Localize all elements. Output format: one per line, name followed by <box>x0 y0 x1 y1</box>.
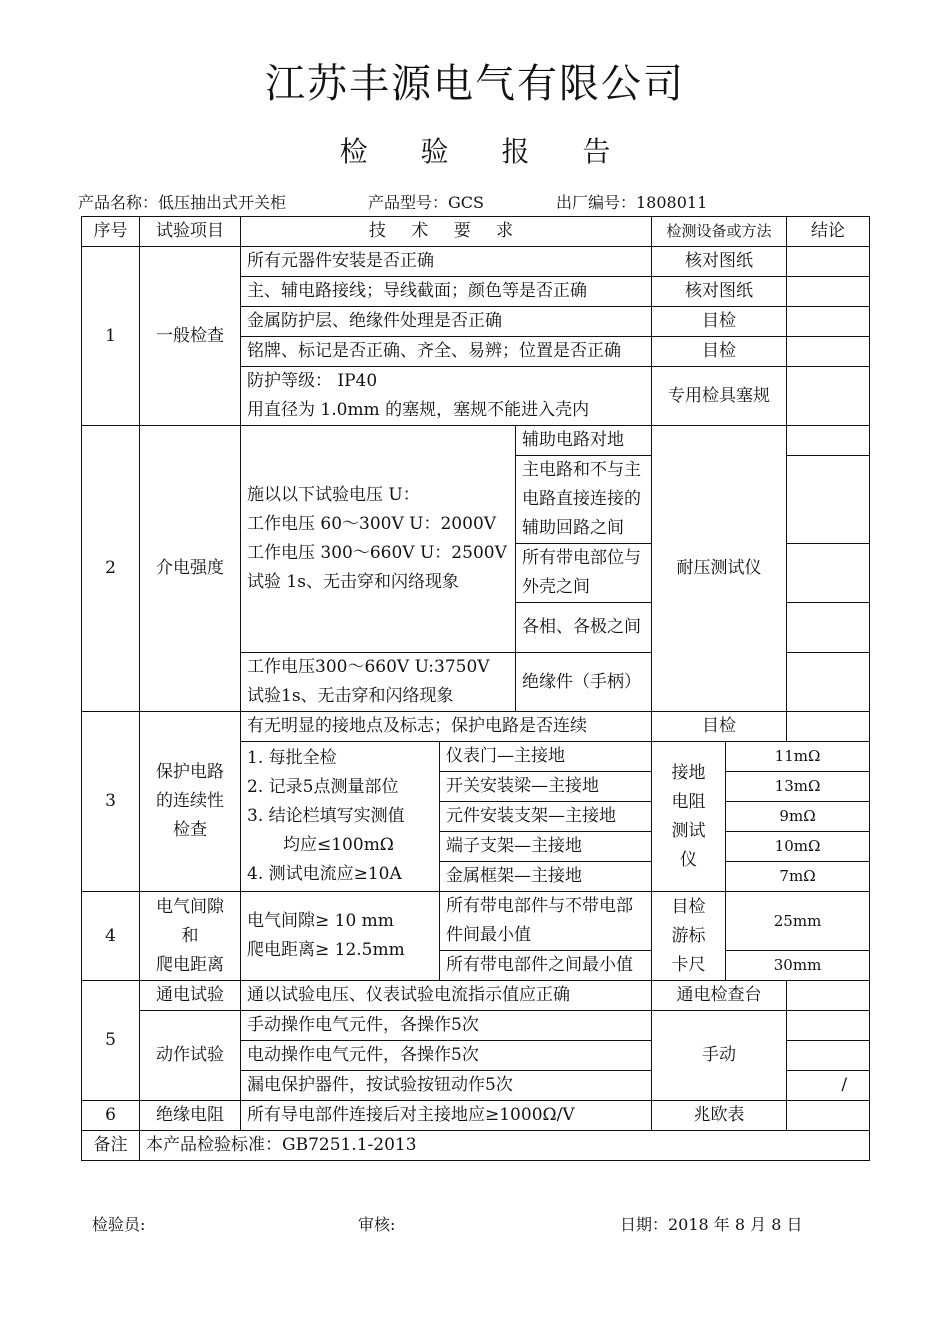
sec6-name: 绝缘电阻 <box>140 1101 241 1131</box>
sec2-desc2-line2: 试验1s、无击穿和闪络现象 <box>247 686 454 706</box>
sec1-req-1: 所有元器件安装是否正确 <box>241 247 652 277</box>
sec5-no: 5 <box>82 981 140 1101</box>
sec3-top-result <box>787 712 870 742</box>
sec3-instrument-line4: 仪 <box>680 849 698 870</box>
sec4-method-line1: 目检 <box>671 896 706 917</box>
sec1-no: 1 <box>82 247 140 426</box>
sec3-point-2: 开关安装梁—主接地 <box>440 772 652 802</box>
sec5-action-result-3: / <box>787 1071 870 1101</box>
sec3-point-3: 元件安装支架—主接地 <box>440 802 652 832</box>
sec1-method-3: 目检 <box>652 307 787 337</box>
sec3-top-req: 有无明显的接地点及标志；保护电路是否连续 <box>241 712 652 742</box>
sec1-ip-line2: 用直径为 1.0mm 的塞规，塞规不能进入壳内 <box>247 400 590 420</box>
sec1-result-1 <box>787 247 870 277</box>
sec3-instrument <box>652 742 726 892</box>
sec2-part-3-line2: 外壳之间 <box>522 577 590 597</box>
sec1-result-2 <box>787 277 870 307</box>
col-seq: 序号 <box>82 217 140 247</box>
sec3-name-line2: 的连续性 <box>156 791 224 811</box>
sec3-name-line3: 检查 <box>173 820 207 840</box>
sec2-part-2 <box>516 456 652 544</box>
sec5-action-1: 手动操作电气元件，各操作5次 <box>241 1011 652 1041</box>
sec5-action-result-1 <box>787 1011 870 1041</box>
col-item: 试验项目 <box>140 217 241 247</box>
sec2-part-4: 各相、各极之间 <box>516 603 652 653</box>
remark-label: 备注 <box>82 1131 140 1161</box>
sec3-value-3: 9mΩ <box>726 802 870 832</box>
sec2-desc-line1: 施以以下试验电压 U： <box>247 485 420 505</box>
sec1-result-4 <box>787 337 870 367</box>
sec3-instrument-line2: 电阻 <box>671 791 706 812</box>
table-row <box>82 712 870 742</box>
sec1-method-4: 目检 <box>652 337 787 367</box>
sec1-ip-method: 专用检具塞规 <box>652 367 787 426</box>
sec2-part-handle: 绝缘件（手柄） <box>516 653 652 712</box>
sec2-result-5 <box>787 653 870 712</box>
sec5-power-method: 通电检查台 <box>652 981 787 1011</box>
sec3-no: 3 <box>82 712 140 892</box>
sec4-name-line2: 和 <box>181 925 199 946</box>
sec2-desc2 <box>241 653 516 712</box>
sec4-method-line3: 卡尺 <box>671 954 706 975</box>
table-row <box>82 892 870 951</box>
sec3-point-4: 端子支架—主接地 <box>440 832 652 862</box>
sec5-action-method: 手动 <box>652 1011 787 1101</box>
sec2-result-1 <box>787 426 870 456</box>
report-title: 检 验 报 告 <box>339 135 633 168</box>
sec3-note-4: 均应≤100mΩ <box>283 835 394 855</box>
sec3-name-line1: 保护电路 <box>156 762 224 782</box>
product-name: 产品名称：低压抽出式开关柜 <box>78 193 287 212</box>
table-row <box>82 1101 870 1131</box>
sec4-method <box>652 892 726 981</box>
sec2-method: 耐压测试仪 <box>652 426 787 712</box>
sec2-part-2-line3: 辅助回路之间 <box>522 518 624 538</box>
sec6-result <box>787 1101 870 1131</box>
sec2-part-3-line1: 所有带电部位与 <box>522 548 641 568</box>
sec4-value-2: 30mm <box>726 951 870 981</box>
sec4-value-1: 25mm <box>726 892 870 951</box>
sec5-power-name: 通电试验 <box>140 981 241 1011</box>
sec3-point-1: 仪表门—主接地 <box>440 742 652 772</box>
sec1-method-2: 核对图纸 <box>652 277 787 307</box>
sec4-method-line2: 游标 <box>671 925 706 946</box>
sec1-req-4: 铭牌、标记是否正确、齐全、易辨；位置是否正确 <box>241 337 652 367</box>
table-row <box>82 1011 870 1041</box>
sec2-part-1: 辅助电路对地 <box>516 426 652 456</box>
sec2-desc <box>241 426 516 653</box>
sec6-no: 6 <box>82 1101 140 1131</box>
sec1-result-5 <box>787 367 870 426</box>
report-date: 日期：2018 年 8 月 8 日 <box>620 1215 803 1234</box>
table-row <box>82 426 870 456</box>
sec4-req-line2: 爬电距离≥ 12.5mm <box>247 940 405 960</box>
sec2-desc-line2: 工作电压 60～300V U：2000V <box>247 514 497 534</box>
sec3-note-3: 3. 结论栏填写实测值 <box>247 806 405 826</box>
sec3-value-4: 10mΩ <box>726 832 870 862</box>
sec1-req-3: 金属防护层、绝缘件处理是否正确 <box>241 307 652 337</box>
sec3-value-2: 13mΩ <box>726 772 870 802</box>
sec4-no: 4 <box>82 892 140 981</box>
sec1-name: 一般检查 <box>140 247 241 426</box>
sec2-part-2-line1: 主电路和不与主 <box>522 460 641 480</box>
sec1-ip-line1: 防护等级： IP40 <box>247 371 378 391</box>
table-row <box>82 247 870 277</box>
sec2-result-3 <box>787 544 870 603</box>
sec1-method-1: 核对图纸 <box>652 247 787 277</box>
sec2-result-4 <box>787 603 870 653</box>
sec1-req-2: 主、辅电路接线；导线截面；颜色等是否正确 <box>241 277 652 307</box>
sec5-power-result <box>787 981 870 1011</box>
product-model: 产品型号：GCS <box>368 193 484 212</box>
company-name: 江苏丰源电气有限公司 <box>265 61 685 107</box>
sec4-part-1-line1: 所有带电部件与不带电部 <box>446 896 633 916</box>
sec2-desc-line4: 试验 1s、无击穿和闪络现象 <box>247 572 459 592</box>
remark-row <box>82 1131 870 1161</box>
sec5-action-result-2 <box>787 1041 870 1071</box>
sec2-desc2-line1: 工作电压300～660V U:3750V <box>247 657 490 677</box>
sec4-part-1-line2: 件间最小值 <box>446 925 531 945</box>
sec3-point-5: 金属框架—主接地 <box>440 862 652 892</box>
sec2-part-3 <box>516 544 652 603</box>
sec2-desc-line3: 工作电压 300～660V U：2500V <box>247 543 507 563</box>
sec6-method: 兆欧表 <box>652 1101 787 1131</box>
sec3-value-1: 11mΩ <box>726 742 870 772</box>
sec5-action-name: 动作试验 <box>140 1011 241 1101</box>
sec4-req <box>241 892 440 981</box>
sec4-name-line3: 爬电距离 <box>156 954 224 975</box>
col-conclusion: 结论 <box>787 217 870 247</box>
col-requirement: 技 术 要 求 <box>241 217 652 247</box>
remark-text: 本产品检验标准：GB7251.1-2013 <box>140 1131 870 1161</box>
sec3-note-2: 2. 记录5点测量部位 <box>247 777 399 797</box>
sec3-instrument-line1: 接地 <box>671 762 706 783</box>
table-row <box>82 981 870 1011</box>
inspection-table <box>81 216 870 1161</box>
sec3-note-5: 4. 测试电流应≥10A <box>247 864 402 884</box>
table-header-row <box>82 217 870 247</box>
sec4-name <box>140 892 241 981</box>
col-method: 检测设备或方法 <box>652 217 787 247</box>
sec3-top-method: 目检 <box>652 712 787 742</box>
sec5-power-req: 通以试验电压、仪表试验电流指示值应正确 <box>241 981 652 1011</box>
sec2-no: 2 <box>82 426 140 712</box>
reviewer-label: 审核: <box>358 1215 396 1234</box>
sec1-ip-req <box>241 367 652 426</box>
sec3-value-5: 7mΩ <box>726 862 870 892</box>
sec3-instrument-line3: 测试 <box>671 820 706 841</box>
sec4-req-line1: 电气间隙≥ 10 mm <box>247 911 394 931</box>
sec4-part-1 <box>440 892 652 951</box>
inspector-label: 检验员: <box>92 1215 146 1234</box>
serial-number: 出厂编号：1808011 <box>556 193 708 212</box>
sec5-action-3: 漏电保护器件，按试验按钮动作5次 <box>241 1071 652 1101</box>
sec3-notes <box>241 742 440 892</box>
sec3-note-1: 1. 每批全检 <box>247 748 337 768</box>
sec4-name-line1: 电气间隙 <box>156 896 224 917</box>
sec2-result-2 <box>787 456 870 544</box>
sec6-req: 所有导电部件连接后对主接地应≥1000Ω/V <box>241 1101 652 1131</box>
sec3-name <box>140 712 241 892</box>
sec2-part-2-line2: 电路直接连接的 <box>522 489 641 509</box>
sec1-result-3 <box>787 307 870 337</box>
sec4-part-2: 所有带电部件之间最小值 <box>440 951 652 981</box>
sec2-name: 介电强度 <box>140 426 241 712</box>
sec5-action-2: 电动操作电气元件，各操作5次 <box>241 1041 652 1071</box>
